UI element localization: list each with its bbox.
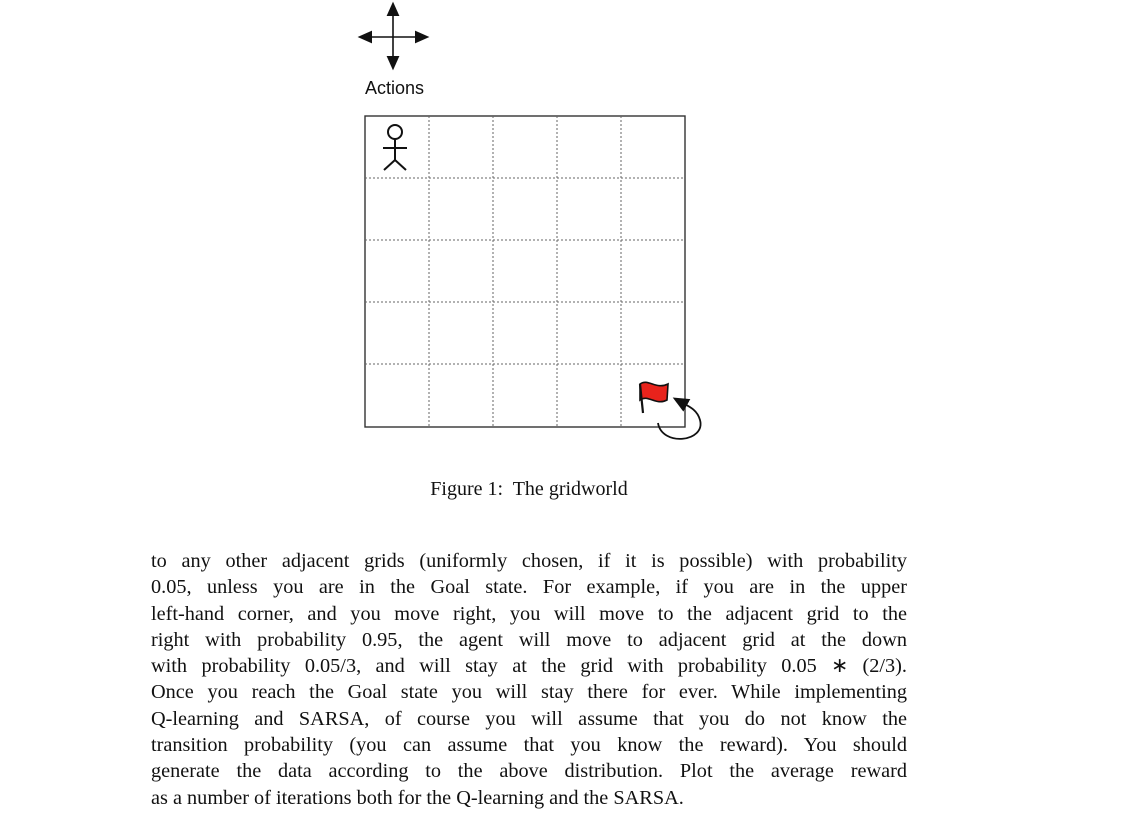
- caption-text: The gridworld: [512, 478, 628, 500]
- grid-lines: [365, 116, 685, 427]
- body-line: left-hand corner, and you move right, you will move to the adjacent grid to the: [151, 602, 907, 625]
- body-line: right with probability 0.95, the agent will move to adjacent grid at the down: [151, 628, 907, 651]
- actions-arrows-icon: [364, 8, 423, 64]
- grid-border: [365, 116, 685, 427]
- caption-prefix: Figure 1:: [430, 478, 504, 500]
- self-loop-arrow-icon: [658, 401, 701, 439]
- goal-flag-icon: [640, 382, 668, 413]
- body-line: Once you reach the Goal state you will stay there for ever. While implementing: [151, 681, 907, 704]
- body-line: as a number of iterations both for the Q-learning and the SARSA.: [151, 786, 684, 809]
- body-line: transition probability (you can assume that you know the reward). You should: [151, 734, 907, 757]
- actions-label: Actions: [365, 78, 425, 98]
- agent-stick-figure-icon: [383, 125, 407, 170]
- body-line: to any other adjacent grids (uniformly chosen, if it is possible) with probability: [151, 550, 907, 572]
- body-line: Q-learning and SARSA, of course you will assume that you do not know the: [151, 707, 907, 730]
- body-line: generate the data according to the above distribution. Plot the average reward: [151, 760, 907, 783]
- body-line: with probability 0.05/3, and will stay at the grid with probability 0.05 ∗ (2/3).: [151, 655, 907, 678]
- figure-caption: [0, 478, 1058, 501]
- body-paragraph: [151, 548, 907, 811]
- grid: [365, 116, 685, 427]
- body-line: 0.05, unless you are in the Goal state. For example, if you are in the upper: [151, 576, 907, 599]
